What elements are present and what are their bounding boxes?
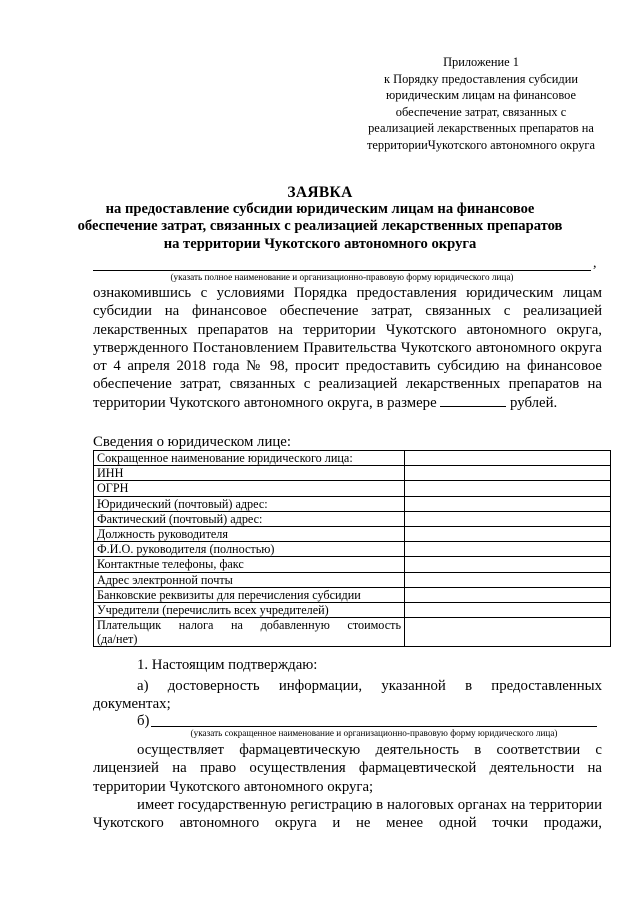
row-value-cell[interactable] [405, 572, 611, 587]
row-value-cell[interactable] [405, 481, 611, 496]
row-label: Адрес электронной почты [94, 572, 405, 587]
row-label: Банковские реквизиты для перечисления субсидии [94, 587, 405, 602]
row-label: ОГРН [94, 481, 405, 496]
tax-registration-paragraph [93, 796, 602, 833]
table-row [94, 542, 611, 557]
legal-entity-table [93, 450, 611, 647]
appendix-line: к Порядку предоставления субсидии [384, 71, 578, 86]
row-label: Сокращенное наименование юридического лица: [94, 451, 405, 466]
title-line: обеспечение затрат, связанных с реализацией лекарственных препаратов [77, 218, 563, 235]
table-row [94, 587, 611, 602]
confirm-item-a [93, 677, 602, 714]
appendix-line: юридическим лицам на финансовое [386, 88, 576, 103]
row-value-cell[interactable] [405, 466, 611, 481]
confirm-a-line2: документах; [93, 696, 171, 713]
vat-label-line1: Плательщик налога на добавленную стоимость [97, 618, 401, 633]
appendix-block [352, 54, 610, 154]
table-row [94, 511, 611, 526]
info-section-title: Сведения о юридическом лице: [93, 434, 291, 450]
appendix-line: обеспечение затрат, связанных с [395, 104, 567, 119]
row-value-cell[interactable] [405, 542, 611, 557]
row-value-cell[interactable] [405, 557, 611, 572]
table-row [94, 572, 611, 587]
row-value-cell[interactable] [405, 496, 611, 511]
tax-line1: имеет государственную регистрацию в налоговых органах на территории [137, 797, 602, 813]
tax-line2: Чукотского автономного округа и не менее одной точки продажи, [93, 815, 602, 832]
table-row [94, 481, 611, 496]
row-label: Должность руководителя [94, 526, 405, 541]
intro-text: ознакомившись с условиями Порядка предоставления юридическим лицам субсидии на финансовое обеспечение затрат, связанных с реализацией лекарственных препаратов на территории Чукотского автономного округа, утвержденного Постановлением Правительства Чукотского автономного округа от 4 апреля 2018 года № 98, просит предоставить субсидию на финансовое обеспечение затрат, связанных с реализацией лекарственных препаратов на территории Чукотского автономного округа, в размере [93, 285, 602, 411]
entity-short-name-field[interactable] [151, 722, 597, 727]
confirm-b-label: б) [137, 713, 150, 729]
vat-label-line2: (да/нет) [97, 632, 138, 647]
row-label: Учредители (перечислить всех учредителей) [94, 602, 405, 617]
row-value-cell[interactable] [405, 526, 611, 541]
table-row [94, 496, 611, 511]
applicant-name-field[interactable] [93, 262, 591, 271]
row-value-cell[interactable] [405, 451, 611, 466]
intro-paragraph [93, 284, 602, 412]
confirm-heading: 1. Настоящим подтверждаю: [137, 657, 318, 673]
row-value-cell[interactable] [405, 587, 611, 602]
applicant-hint: (указать полное наименование и организационно-правовую форму юридического лица) [170, 272, 514, 282]
table-row [94, 618, 611, 647]
amount-field[interactable] [440, 394, 506, 407]
title-line: на территории Чукотского автономного округа [163, 235, 477, 252]
row-label: Контактные телефоны, факс [94, 557, 405, 572]
row-value-cell[interactable] [405, 511, 611, 526]
entity-short-name-hint: (указать сокращенное наименование и организационно-правовую форму юридического лица) [190, 728, 558, 738]
appendix-line: Приложение 1 [443, 55, 519, 69]
title-line: на предоставление субсидии юридическим лицам на финансовое [105, 201, 535, 218]
table-row [94, 526, 611, 541]
row-label: Фактический (почтовый) адрес: [94, 511, 405, 526]
table-row [94, 451, 611, 466]
table-row [94, 557, 611, 572]
table-row [94, 466, 611, 481]
row-label: Ф.И.О. руководителя (полностью) [94, 542, 405, 557]
row-value-cell[interactable] [405, 618, 611, 647]
table-row [94, 602, 611, 617]
title-heading: ЗАЯВКА [287, 184, 353, 201]
row-label: ИНН [94, 466, 405, 481]
document-title [60, 184, 580, 253]
license-paragraph: осуществляет фармацевтическую деятельность в соответствии с лицензией на право осуществления фармацевтической деятельности на территории Чукотского автономного округа; [93, 742, 602, 795]
confirm-a-line1: а) достоверность информации, указанной в предоставленных [137, 678, 602, 694]
intro-suffix: рублей. [510, 394, 558, 411]
vat-label [94, 618, 405, 647]
row-value-cell[interactable] [405, 602, 611, 617]
applicant-comma: , [593, 256, 597, 271]
appendix-line: территорииЧукотского автономного округа [366, 137, 596, 152]
row-label: Юридический (почтовый) адрес: [94, 496, 405, 511]
appendix-line: реализацией лекарственных препаратов на [368, 121, 594, 136]
